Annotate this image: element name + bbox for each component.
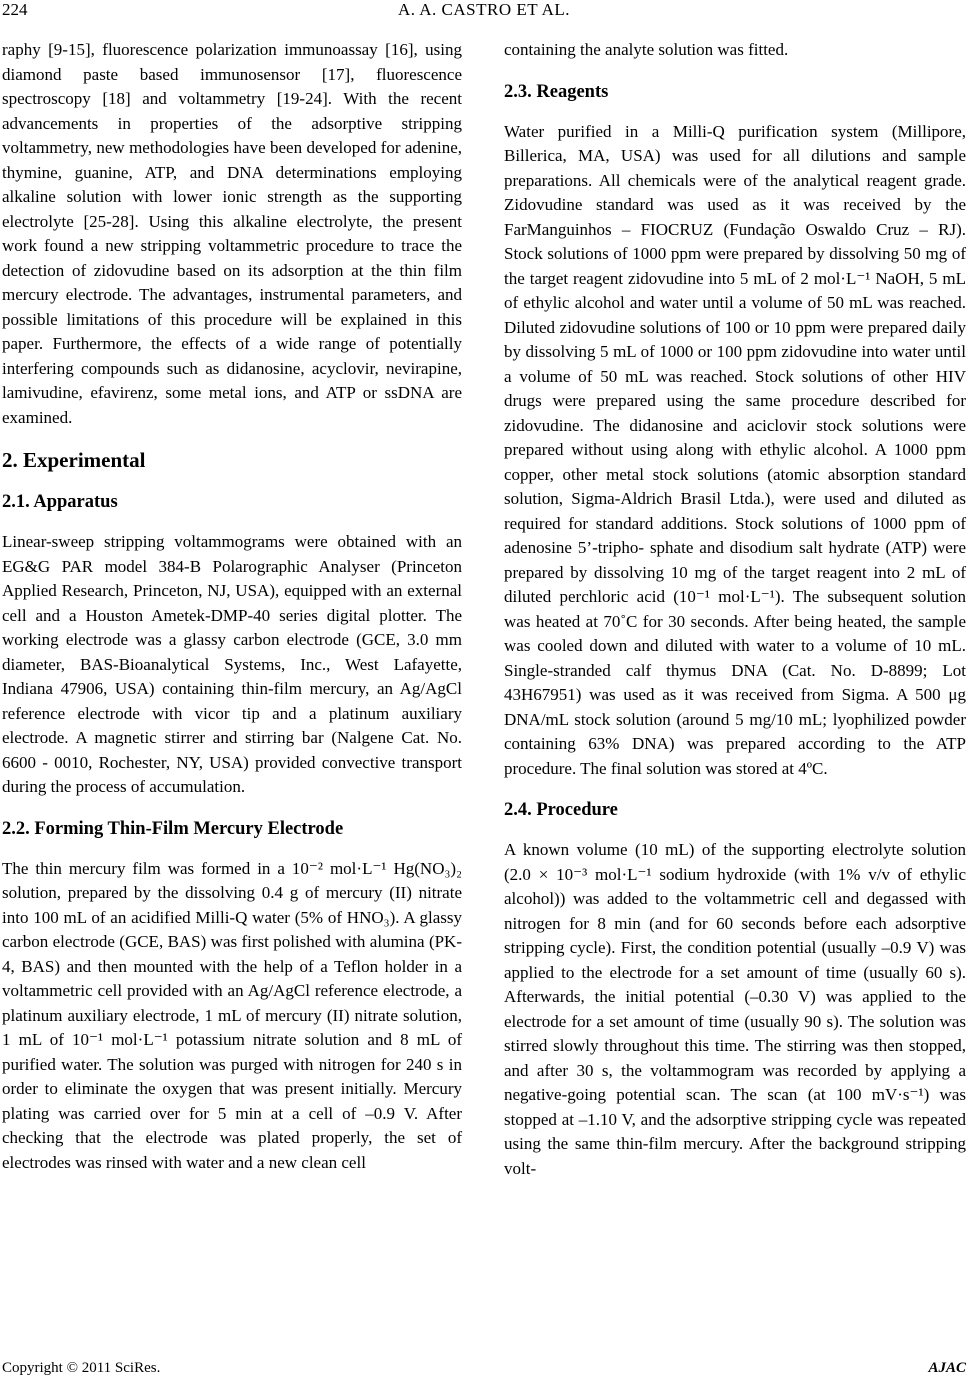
apparatus-paragraph: Linear-sweep stripping voltammograms were obtained with an EG&G PAR model 384-B Polarographic Analyser (Princeton Applied Research, Princeton, NJ, USA), equipped with an external cell and a Houston Ametek-DMP-40 series digital plotter. The working electrode was a glassy carbon electrode (GCE, 3.0 mm diameter, BAS-Bioanalytical Systems, Inc., West Lafayette, Indiana 47906, USA) containing thin-film mercury, an Ag/AgCl reference electrode with vicor tip and a platinum auxiliary electrode. A magnetic stirrer and stirring bar (Nalgene Cat. No. 6600 - 0010, Rochester, NY, USA) provided convective transport during the process of accumulation. [2,532,462,796]
running-head: A. A. CASTRO ET AL. [397,0,571,19]
section-2-4-heading: 2.4. Procedure [504,800,618,820]
reagents-paragraph: Water purified in a Milli-Q purification system (Millipore, Billerica, MA, USA) was used for all dilutions and sample preparations. All chemicals were of the analytical reagent grade. Zidovudine standard was used as it was received by the FarManguinhos – FIOCRUZ (Fundação Oswaldo Cruz – RJ). Stock solutions of 1000 ppm were prepared by dissolving 50 mg of the target reagent zidovudine into 5 mL of 2 mol·L⁻¹ NaOH, 5 mL of ethylic alcohol and water until a volume of 50 mL was reached. Diluted zidovudine solutions of 100 or 10 ppm were prepared daily by dissolving 5 mL of 1000 or 100 ppm zidovudine into water until a volume of 50 mL was reached. Stock solutions of other HIV drugs were prepared using the same procedure described for zidovudine. The didanosine and aciclovir stock solutions were prepared without using along with ethylic alcohol. A 1000 ppm copper, other metal stock solutions (atomic absorption standard solution, Sigma-Aldrich Brasil Ltda.), were used and diluted as required for standard additions. Stock solutions of 1000 ppm of adenosine 5’-tripho- sphate and disodium salt hydrate (ATP) were prepared by dissolving 10 mg of the target reagent into 2 mL of diluted perchloric acid (10⁻¹ mol·L⁻¹). The subsequent solution was heated at 70˚C for 30 seconds. After being heated, the sample was cooled down and diluted with water to a volume of 10 mL. Single-stranded calf thymus DNA (Cat. No. D-8899; Lot 43H67951) was used as it was received from Sigma. A 500 μg DNA/mL stock solution (around 5 mg/10 mL; lyophilized powder containing 63% DNA) was prepared according to the ATP procedure. The final solution was stored at 4ºC. [504,121,966,778]
section-2-2-heading: 2.2. Forming Thin-Film Mercury Electrode [2,818,344,839]
thin-film-paragraph: The thin mercury film was formed in a 10⁻² mol·L⁻¹ Hg(NO₃)₂ solution, prepared by the dissolving 0.4 g of mercury (II) nitrate into 100 mL of an acidified Milli-Q water (5% of HNO₃). A glassy carbon electrode (GCE, BAS) was first polished with alumina (PK-4, BAS) and then mounted with the help of a Teflon holder in a voltammetric cell provided with an Ag/AgCl reference electrode, a platinum auxiliary electrode, 1 mL of mercury (II) nitrate solution, 1 mL of 10⁻¹ mol·L⁻¹ potassium nitrate solution and 8 mL of purified water. The solution was purged with nitrogen for 240 s in order to eliminate the oxygen that was present initially. Mercury plating was carried over for 5 min at a cell of –0.9 V. After checking that the electrode was plated properly, the set of electrodes was rinsed with water and a new clean cell [2,858,462,1172]
page-header [0,0,968,24]
section-2-3-heading: 2.3. Reagents [504,81,609,102]
section-2-1-heading: 2.1. Apparatus [2,492,118,512]
continuation-paragraph: containing the analyte solution was fitted. [504,40,789,59]
journal-abbrev: AJAC [928,1360,966,1376]
intro-paragraph: raphy [9-15], fluorescence polarization immunoassay [16], using diamond paste based immunosensor [17], fluorescence spectroscopy [18] and voltammetry [19-24]. With the recent advancements in properties of the adsorptive stripping voltammetry, new methodologies have been developed for adenine, thymine, guanine, ATP, and DNA determinations employing alkaline solution with lower ionic strength as the supporting electrolyte [25-28]. Using this alkaline electrolyte, the present work found a new stripping voltammetric procedure to trace the detection of zidovudine based on its adsorption at the thin film mercury electrode. The advantages, instrumental parameters, and possible limitations of this procedure will be explained in this paper. Furthermore, the effects of a wide range of potentially interfering compounds such as didanosine, acyclovir, nevirapine, lamivudine, efavirenz, some metal ions, and ATP or ssDNA are examined. [2,40,462,427]
section-2-heading: 2. Experimental [2,448,146,472]
procedure-paragraph: A known volume (10 mL) of the supporting electrolyte solution (2.0 × 10⁻³ mol·L⁻¹ sodium hydroxide (with 1% v/v of ethylic alcohol)) was added to the voltammetric cell and degassed with nitrogen for 8 min (and for 60 seconds before each adsorptive stripping cycle). First, the condition potential (usually –0.9 V) was applied to the electrode for a set amount of time (usually 60 s). Afterwards, the initial potential (–0.30 V) was applied to the electrode for a set amount of time (usually 90 s). The solution was stirred slowly throughout this time. The stirring was then stopped, and after 30 s, the voltammogram was recorded by applying a negative-going potential scan. The scan (at 100 mV·s⁻¹) was stopped at –1.10 V, and the adsorptive stripping cycle was repeated using the same thin-film mercury. After the background stripping volt- [504,840,966,1178]
page-number: 224 [2,0,28,19]
copyright-notice: Copyright © 2011 SciRes. [2,1360,161,1376]
left-column [2,38,462,1175]
page-footer [0,1358,968,1386]
right-column [504,38,966,1181]
